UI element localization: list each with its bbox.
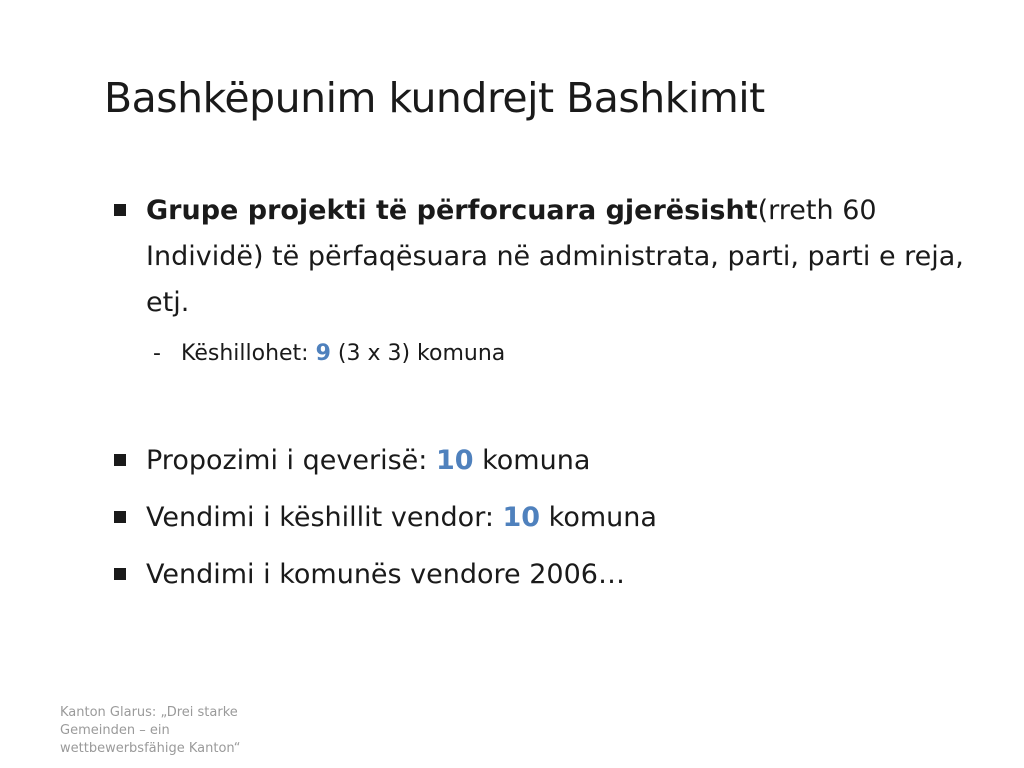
bullet-text: Vendimi i komunës vendore 2006… (146, 559, 625, 590)
sub-bullet-prefix: Këshillohet: (181, 341, 316, 366)
bullet-item-project-groups (108, 188, 976, 326)
bullet-text: (rreth 60 Individë) të përfaqësuara në administrata, parti, parti e reja, etj. (146, 195, 964, 318)
spacer (108, 374, 968, 432)
bullet-item-local-council-decision (108, 489, 968, 546)
bullet-suffix: komuna (540, 502, 657, 533)
bullet-item-municipal-decision (108, 546, 968, 603)
slide-footer: Kanton Glarus: „Drei starke Gemeinden – ein wettbewerbsfähige Kanton“ (60, 705, 241, 756)
sub-bullet-item-recommended (153, 334, 968, 374)
bullet-suffix: komuna (473, 445, 591, 476)
dash-bullet-icon: - (153, 341, 161, 366)
square-bullet-icon (114, 511, 126, 523)
bullet-bold-text: Grupe projekti të përforcuara gjerësisht (146, 195, 758, 226)
square-bullet-icon (114, 204, 126, 216)
sub-bullet-suffix: (3 x 3) komuna (330, 341, 506, 366)
bullet-item-government-proposal (108, 432, 968, 489)
square-bullet-icon (114, 454, 126, 466)
highlight-number: 9 (315, 341, 331, 366)
bullet-prefix: Propozimi i qeverisë: (146, 445, 436, 476)
slide-body (108, 188, 968, 603)
bullet-prefix: Vendimi i këshillit vendor: (146, 502, 503, 533)
slide-title: Bashkëpunim kundrejt Bashkimit (104, 74, 765, 122)
square-bullet-icon (114, 568, 126, 580)
highlight-number: 10 (435, 445, 474, 476)
highlight-number: 10 (502, 502, 541, 533)
